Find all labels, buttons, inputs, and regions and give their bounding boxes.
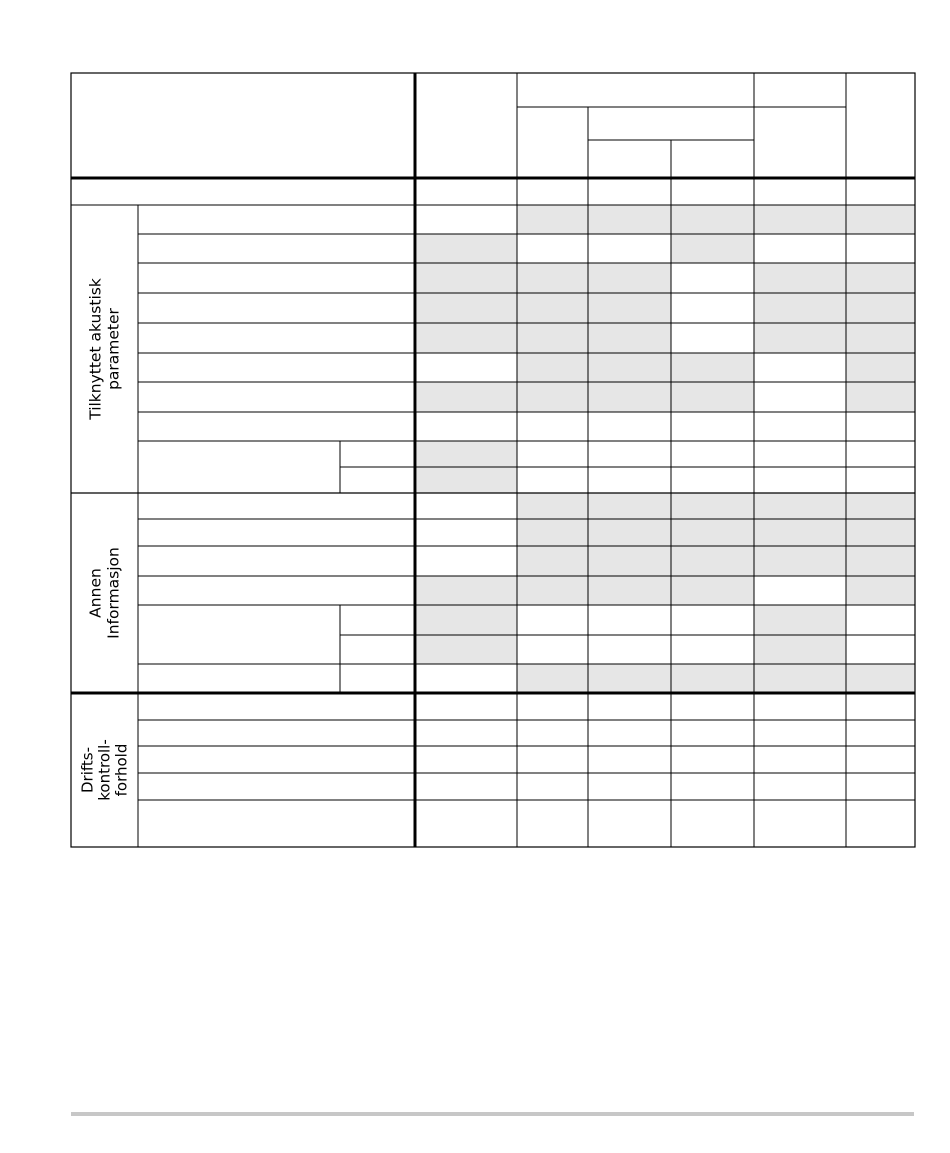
shaded-cell [417,635,517,664]
shaded-cell [754,519,846,546]
shaded-cell [517,293,588,323]
shaded-cell [588,293,671,323]
shaded-cell [588,493,671,519]
section-label-line: Informasjon [104,547,123,639]
shaded-cell [671,546,754,576]
shaded-cell [754,635,846,664]
section-label-operation [79,739,131,800]
shaded-cell [417,293,517,323]
section-label-line: Annen [86,568,105,618]
shaded-cell [417,441,517,467]
shaded-cell [754,293,846,323]
shaded-cell [588,205,671,234]
shaded-cell [754,263,846,293]
footer-rule [71,1112,914,1116]
shaded-cell [517,664,588,693]
shaded-cell [588,353,671,382]
shaded-cell [671,382,754,412]
section-labels [79,278,131,801]
shaded-cell [588,382,671,412]
shaded-cell [671,664,754,693]
shaded-cell [517,519,588,546]
shaded-cell [754,205,846,234]
shaded-cell [517,323,588,353]
section-label-line: kontroll- [95,739,114,801]
shaded-cell [517,546,588,576]
shaded-cell [846,293,915,323]
shaded-cell [517,576,588,605]
shaded-cell [754,664,846,693]
section-label-line: forhold [112,743,131,797]
shaded-cell [846,493,915,519]
shaded-cell [671,519,754,546]
shaded-cell [417,467,517,493]
shaded-cell [517,382,588,412]
shaded-cell [846,546,915,576]
shaded-cell [754,546,846,576]
shaded-cell [588,323,671,353]
section-label-line: Drifts- [78,746,97,794]
shaded-cell [671,353,754,382]
shaded-cell [417,234,517,263]
shaded-cell [517,353,588,382]
section-label-line: Tilknyttet akustisk [86,278,105,420]
shaded-cell [417,605,517,635]
shaded-cell [588,576,671,605]
shaded-cell [417,382,517,412]
shaded-cell [846,519,915,546]
shaded-cell [588,664,671,693]
shaded-cell [846,353,915,382]
shaded-cell [517,205,588,234]
shaded-cell [588,263,671,293]
shaded-cell [754,605,846,635]
shaded-cells [417,205,915,693]
shaded-cell [846,664,915,693]
shaded-cell [417,323,517,353]
shaded-cell [417,263,517,293]
shaded-cell [671,576,754,605]
shaded-cell [846,263,915,293]
shaded-cell [846,205,915,234]
shaded-cell [846,382,915,412]
shaded-cell [671,205,754,234]
shaded-cell [588,546,671,576]
shaded-cell [846,576,915,605]
shaded-cell [517,263,588,293]
shaded-cell [417,576,517,605]
section-label-acoustic [87,278,123,421]
section-label-line: parameter [104,308,123,390]
shaded-cell [517,493,588,519]
shaded-cell [671,493,754,519]
shaded-cell [588,519,671,546]
shaded-cell [671,234,754,263]
shaded-cell [754,493,846,519]
shaded-cell [754,323,846,353]
section-label-other [87,547,123,639]
shaded-cell [846,323,915,353]
